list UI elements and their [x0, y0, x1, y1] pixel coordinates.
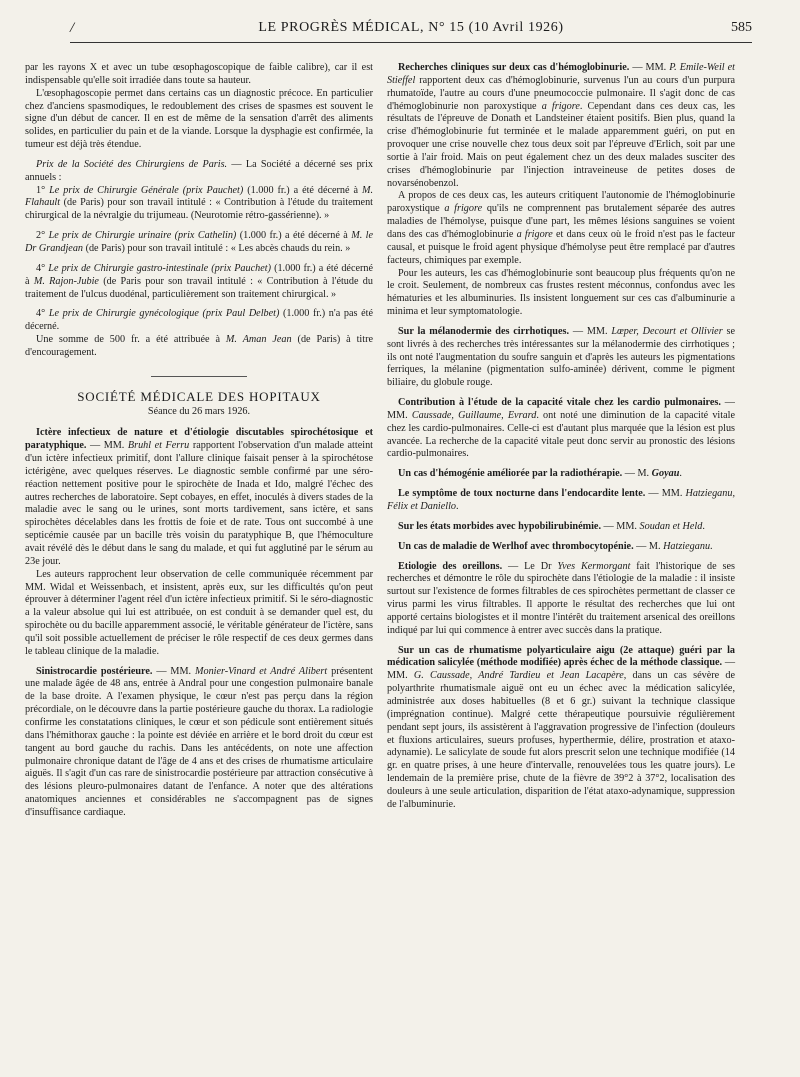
text: — M. [633, 540, 664, 552]
paragraph: par les rayons X et avec un tube œsophagoscopique de faible calibre), car il est indispensable qu'elle soit irradiée dans toute sa hauteur. [25, 62, 373, 86]
communication-title: Etiologie des oreillons. [398, 560, 503, 572]
text: — MM. [569, 325, 612, 337]
communication-title: Sur les états morbides avec hypobilirubinémie. [398, 520, 601, 532]
text: fait l'historique de ses recherches et démontre le rôle du spirochète dans l'étiologie de la maladie : il insiste surtout sur l'existence de formes filtrables de ces spirochètes permettant de classer ce virus parmi les virus filtrables. Il apporte le résultat des recherches que lui ont apporté certains biologistes et il montre l'intérêt du traitement arsenical des oreillons indiqué par lui qui commence à entrer avec succès dans la pratique. [387, 560, 735, 636]
authors: Monier-Vinard et André Alibert [194, 665, 328, 677]
communication [387, 561, 735, 638]
paragraph: Pour les auteurs, les cas d'hémoglobinurie sont beaucoup plus fréquents qu'on ne le croit. Seulement, de nombreux cas frustes restent méconnus, confondus avec les hématuries et les albuminuries. Ils insistent longuement sur ces cas d'albuminurie a minima et leur symptomatologie. [387, 267, 735, 318]
paragraph: L'œsophagoscopie permet dans certains cas un diagnostic précoce. En particulier chez d'anciens spasmodiques, le redoublement des crises de spasmes est souvent le signe d'un début de cancer. Il en est de même de la sensation d'arrêt des aliments solides, en particulier du pain et de la viande. Lorsque la dysphagie est confirmée, la tumeur est déjà très étendue. [25, 87, 373, 151]
prize-name: Le prix de Chirurgie urinaire (prix Cathelin) [48, 230, 237, 242]
text: . [710, 540, 713, 552]
session-date: Séance du 26 mars 1926. [147, 405, 251, 417]
margin-mark: / [70, 20, 75, 36]
text: . [679, 468, 682, 480]
authors: Lœper, Decourt et Ollivier [611, 325, 723, 337]
section-divider [151, 376, 247, 377]
text: (1.000 fr.) n'a pas été décerné. [25, 308, 373, 333]
communication-title: Sinistrocardie postérieure. [36, 665, 153, 677]
authors: Hatzieganu [663, 540, 711, 552]
text: — MM. [387, 657, 736, 682]
prize-name: Le prix de Chirurgie Générale (prix Pauchet) [49, 184, 244, 196]
communication-title: Un cas de maladie de Werlhof avec thrombocytopénie. [398, 540, 634, 552]
text: (de Paris) pour son travail intitulé : « Les abcès chauds du rein. » [83, 242, 351, 254]
running-header [70, 20, 752, 43]
text: — MM. [86, 440, 128, 452]
text: (1.000 fr.) a été décerné à [236, 230, 352, 242]
prize-announcement [25, 159, 373, 185]
paragraph [387, 190, 735, 267]
communication-title: Le symptôme de toux nocturne dans l'endocardite lente. [398, 488, 646, 500]
laureate: M. Aman Jean [225, 334, 292, 346]
text: A propos de ces deux cas, les auteurs critiquent l'autonomie de l'hémoglobinurie paroxystique [387, 190, 735, 215]
text: — MM. [601, 520, 640, 532]
communication-title: Contribution à l'étude de la capacité vitale chez les cardio pulmonaires. [398, 397, 721, 409]
text: — MM. [645, 488, 686, 500]
authors: Hatzieganu, Félix et Daniello [387, 488, 736, 512]
text: (de Paris pour son travail intitulé : « Contribution à l'étude du traitement de l'ulcus duodénal, particulièrement son traitement chirurgical. » [25, 275, 373, 300]
latin-term: a frigore [444, 203, 483, 215]
authors: Caussade, Guillaume, Evrard [411, 409, 537, 421]
prize-name: Le prix de Chirurgie gastro-intestinale (prix Pauchet) [48, 262, 271, 274]
text: , dans un cas sévère de polyarthrite rhumatismale aiguë ont eu un échec avec la médication salicylée, administrée aux doses habituelles (8 et 6 gr.) suivant la technique classique (imprégnation continue). Malgré cette thérapeutique poursuivie régulièrement pendant sept jours, ils assistèrent à l'aggravation progressive de l'infection (douleurs et fluxions articulaires, sueurs profuses, hyperthermie, délire, prostration et ataxo-adynamie). Le salicylate de soude fut alors prescrit selon une technique modifiée (14 gr. en quatre prises, à une heure d'intervalle, renouvelées tous les quatre jours). Le lendemain de la première prise, chute de la fièvre de 39°2 à 37°2, localisation des douleurs à une seule articulation, disparition de l'état ataxo-adynamique, suppression de l'albuminurie. [387, 670, 735, 810]
communication [387, 488, 735, 514]
prize-item [25, 230, 373, 256]
text: . [702, 520, 705, 532]
authors: Soudan et Held [639, 520, 703, 532]
text: — Le Dr [502, 560, 558, 572]
laureate: M. Flahault [25, 184, 374, 209]
authors: G. Caussade, André Tardieu et Jean Lacapère [413, 670, 624, 682]
laureate: M. Rajon-Jubie [33, 275, 99, 287]
text: — La Société a décerné ses prix annuels : [25, 158, 373, 183]
latin-term: a frigore [516, 228, 553, 240]
communication-title: Sur la mélanodermie des cirrhotiques. [398, 325, 570, 337]
text: Une somme de 500 fr. a été attribuée à [36, 334, 226, 346]
text: — MM. [629, 62, 670, 73]
communication [387, 62, 735, 190]
text: rapportent deux cas d'hémoglobinurie, survenus l'un au cours d'un purpura rhumatoïde, l'autre au cours d'une pneumococcie pulmonaire. Il s'agit donc de cas d'hémoglobinurie non paroxystique [387, 74, 735, 112]
text: se sont livrés à des recherches très intéressantes sur la mélanodermie des cirrhotiques ; ils ont noté l'augmentation du soufre sanguin et d'après les auteurs les pigmentations ferriques, la mélanine (pigmentation sulfo-aminée) dérivent, comme le pigment biliaire, du globule rouge. [387, 325, 735, 389]
prize-name: Le prix de Chirurgie gynécologique (prix Paul Delbet) [48, 308, 280, 320]
text: (de Paris) à titre d'encouragement. [25, 334, 374, 358]
authors: P. Emile-Weil et Stieffel [387, 62, 735, 86]
text: . Cependant dans ces deux cas, les résultats de l'épreuve de Donath et Landsteiner étaient positifs. Bien plus, quand la crise d'hémoglobinurie fut terminée et le malade apparemment guéri, on put en provoquer une crise nouvelle chez tous deux soit par l'épreuve d'Erlich, soit par une sortie à l'air froid. Mais on peut également chez un des deux malades susciter des crises d'hémoglobinurie par l'injection intraveineuse de petites doses de novarsénobenzol. [387, 100, 736, 189]
left-column [25, 62, 373, 820]
text: (1.000 fr.) a été décerné à [243, 184, 362, 196]
authors: Yves Kermorgant [557, 560, 631, 572]
text: (de Paris) pour son travail intitulé : « Contribution à l'étude du traitement chirurgical de la névralgie du trijumeau. (Neurotomie rétro-gassérienne). » [25, 197, 373, 222]
prize-item [25, 334, 373, 360]
text: . ont noté une diminution de la capacité vitale chez les cardio-pulmonaires. Celle-ci est d'autant plus marquée que la lésion est plus avancée. La recherche de la capacité vitale peut donc servir au pronostic des lésions cardio-pulmonaires. [387, 409, 735, 460]
communication-title: Sur un cas de rhumatisme polyarticulaire aigu (2e attaque) guéri par la médication salicylée (méthode modifiée) après échec de la méthode classique. [387, 644, 735, 669]
communication [387, 541, 735, 554]
prize-item [25, 308, 373, 334]
text: et dans ceux où le froid n'est pas le facteur causal, et puisque le froid agent physique d'hémolyse peut être remplacé par d'autres facteurs, chimiques par exemple. [387, 228, 735, 266]
text: présentent une malade âgée de 48 ans, entrée à Andral pour une congestion pulmonaire banale de la base droite. A l'examen physique, le cœur n'est pas perçu dans la région précordiale, on le découvre dans la partie postérieure gauche du thorax. La radiologie confirme les constatations cliniques, le cœur et son pédicule sont entièrement situés dans l'hémithorax gauche : la pointe est déviée en arrière et le bord droit du cœur est tangent au bord gauche du rachis. Dans les antécédents, on note une affection pulmonaire chronique datant de l'âge de 4 ans et des crises de rhumatisme articulaire aiguës. Il s'agit d'un cas rare de sinistrocardie postérieure par attraction consécutive à des lésions pleuro-pulmonaires datant de l'enfance. A noter que des altérations anatomiques anciennes et considérables ne s'accompagnent pas de signes d'insuffisance cardiaque. [25, 665, 373, 818]
authors: Bruhl et Ferru [127, 440, 190, 452]
communication [25, 427, 373, 568]
page-number: 585 [731, 20, 752, 35]
text: — MM. [152, 665, 195, 677]
text: rapportent l'observation d'un malade atteint d'un ictère infectieux primitif, dont l'allure clinique faisait penser à la spirochétose ictérigène, avec quelques réserves. Le diagnostic semble confirmé par une séro-réaction nettement positive pour le spirochète de Inada et Ido, malgré l'échec des autres recherches de laboratoire. Sept cobayes, en effet, inoculés à divers stades de la maladie avec le sang ou le urines, sont morts tardivement, sans ictère, et sans spirochètes décelables dans les frottis de foie et de rate. Tous ont succombé à une septicémie causée par un bacille très voisin du paratyphique B, que l'hémoculture avait révélé dès le début dans le sang du malade, et qui fut agglutiné par le sérum au 23e jour. [25, 440, 373, 567]
text: — MM. [387, 397, 735, 421]
text: 4° [36, 308, 49, 320]
text: — M. [622, 468, 652, 480]
authors: Goyau [651, 468, 680, 480]
section-title: SOCIÉTÉ MÉDICALE DES HOPITAUX [77, 388, 321, 404]
journal-title: LE PROGRÈS MÉDICAL, N° 15 (10 Avril 1926) [258, 20, 564, 35]
paragraph: Les auteurs rapprochent leur observation de celle communiquée récemment par MM. Widal et Weissenbach, et insistent, après eux, sur les difficultés qu'on peut éprouver à déterminer l'agent réel d'un ictère infectieux primitif. Si le séro-diagnostic a la valeur absolue qui lui est attribuée, on est conduit à se demander quel est, du spirochète ou du bacille apparemment associé, le véritable générateur de l'ictère, sans qu'il soit possible actuellement de préciser le rôle respectif de ces deux germes dans le tableau clinique de la maladie. [25, 568, 373, 657]
communication-title: Recherches cliniques sur deux cas d'hémoglobinurie. [398, 62, 630, 73]
text: 4° [36, 262, 49, 274]
communication [387, 645, 735, 812]
text: 2° [36, 230, 49, 242]
text: . [456, 501, 459, 512]
text: qu'ils ne comprennent pas brutalement séparée des autres maladies de l'hémolyse, puisque d'une part, les mêmes lésions sanguines se voient dans des cas d'hémoglobinurie [387, 203, 736, 240]
right-column [387, 62, 735, 812]
latin-term: a frigore [541, 100, 580, 112]
text: (1.000 fr.) a été décerné à [25, 262, 374, 287]
prize-item [25, 263, 373, 302]
communication [387, 521, 735, 534]
laureate: M. le Dr Grandjean [25, 230, 374, 254]
communication [387, 468, 735, 481]
communication [25, 666, 373, 820]
text: 1° [36, 184, 50, 196]
prize-item [25, 185, 373, 224]
prize-heading: Prix de la Société des Chirurgiens de Paris. [36, 158, 228, 170]
communication-title: Ictère infectieux de nature et d'étiologie discutables spirochétosique et paratyphique. [25, 427, 373, 452]
communication [387, 326, 735, 390]
communication [387, 397, 735, 461]
communication-title: Un cas d'hémogénie améliorée par la radiothérapie. [398, 468, 623, 480]
